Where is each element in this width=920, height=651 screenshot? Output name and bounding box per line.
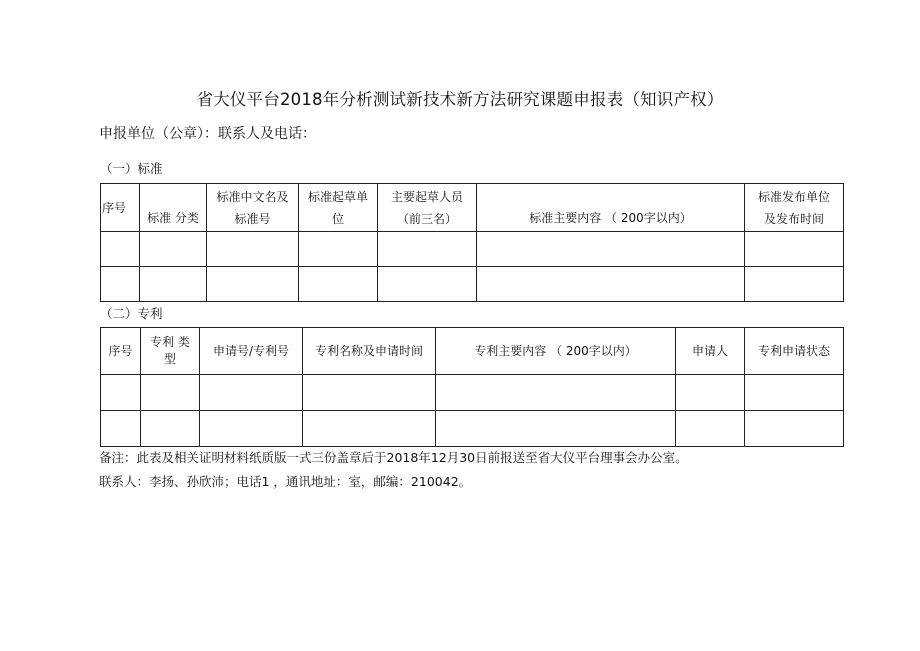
contact-info: 联系人：李扬、孙欣沛；电话1 ，通讯地址：室，邮编：210042。	[99, 474, 472, 489]
patent-header-type	[141, 328, 200, 375]
standard-cell[interactable]	[745, 267, 844, 302]
patent-cell[interactable]	[676, 375, 745, 411]
patent-header-type-line2: 型	[163, 352, 176, 366]
standard-table	[100, 183, 844, 302]
standard-row	[101, 232, 844, 267]
section-standard-label: （一）标准	[100, 161, 163, 176]
patent-cell[interactable]	[303, 411, 436, 447]
patent-cell[interactable]	[745, 411, 844, 447]
patent-header-applicant: 申请人	[676, 328, 745, 375]
standard-header-row	[101, 184, 844, 232]
patent-cell[interactable]	[676, 411, 745, 447]
patent-header-content: 专利主要内容 （ 200字以内）	[436, 328, 676, 375]
patent-cell[interactable]	[436, 411, 676, 447]
form-title: 省大仪平台2018年分析测试新技术新方法研究课题申报表（知识产权）	[196, 90, 724, 109]
patent-row	[101, 375, 844, 411]
standard-cell[interactable]	[101, 232, 140, 267]
patent-header-seq: 序号	[101, 328, 141, 375]
standard-header-drafter-line1: 标准起草单	[307, 189, 368, 204]
standard-header-category: 标准 分类	[140, 184, 207, 232]
standard-header-content: 标准主要内容 （ 200字以内）	[477, 184, 745, 232]
patent-cell[interactable]	[436, 375, 676, 411]
standard-header-publisher	[745, 184, 844, 232]
standard-cell[interactable]	[299, 267, 378, 302]
standard-header-publisher-line2: 及发布时间	[763, 211, 824, 226]
patent-cell[interactable]	[101, 411, 141, 447]
standard-header-name-no	[207, 184, 299, 232]
patent-cell[interactable]	[141, 411, 200, 447]
remark-note: 备注：此表及相关证明材料纸质版一式三份盖章后于2018年12月30日前报送至省大仪平台理事会办公室。	[99, 450, 688, 465]
standard-cell[interactable]	[140, 267, 207, 302]
patent-row	[101, 411, 844, 447]
standard-cell[interactable]	[299, 232, 378, 267]
standard-header-publisher-line1: 标准发布单位	[757, 189, 830, 204]
patent-cell[interactable]	[745, 375, 844, 411]
standard-header-seq: 序号	[101, 184, 140, 232]
standard-header-people-line1: 主要起草人员	[390, 189, 463, 204]
standard-cell[interactable]	[477, 267, 745, 302]
standard-header-people	[378, 184, 477, 232]
applicant-unit-line: 申报单位（公章）：联系人及电话：	[99, 126, 316, 142]
standard-header-drafter-line2: 位	[331, 211, 344, 226]
standard-cell[interactable]	[101, 267, 140, 302]
standard-header-people-line2: （前三名）	[396, 211, 457, 226]
patent-header-type-line1: 专利 类	[150, 335, 190, 349]
standard-cell[interactable]	[207, 232, 299, 267]
standard-header-name-no-line2: 标准号	[234, 211, 271, 226]
standard-cell[interactable]	[477, 232, 745, 267]
patent-header-row	[101, 328, 844, 375]
patent-cell[interactable]	[101, 375, 141, 411]
patent-table	[100, 327, 844, 447]
standard-cell[interactable]	[378, 232, 477, 267]
patent-header-status: 专利申请状态	[745, 328, 844, 375]
standard-cell[interactable]	[140, 232, 207, 267]
patent-cell[interactable]	[141, 375, 200, 411]
section-patent-label: （二）专利	[100, 306, 163, 321]
patent-header-name-time: 专利名称及申请时间	[303, 328, 436, 375]
patent-cell[interactable]	[200, 375, 303, 411]
standard-cell[interactable]	[207, 267, 299, 302]
standard-row	[101, 267, 844, 302]
standard-header-drafter	[299, 184, 378, 232]
patent-header-app-no: 申请号/专利号	[200, 328, 303, 375]
patent-cell[interactable]	[200, 411, 303, 447]
standard-cell[interactable]	[378, 267, 477, 302]
patent-cell[interactable]	[303, 375, 436, 411]
standard-header-name-no-line1: 标准中文名及	[216, 189, 289, 204]
standard-cell[interactable]	[745, 232, 844, 267]
